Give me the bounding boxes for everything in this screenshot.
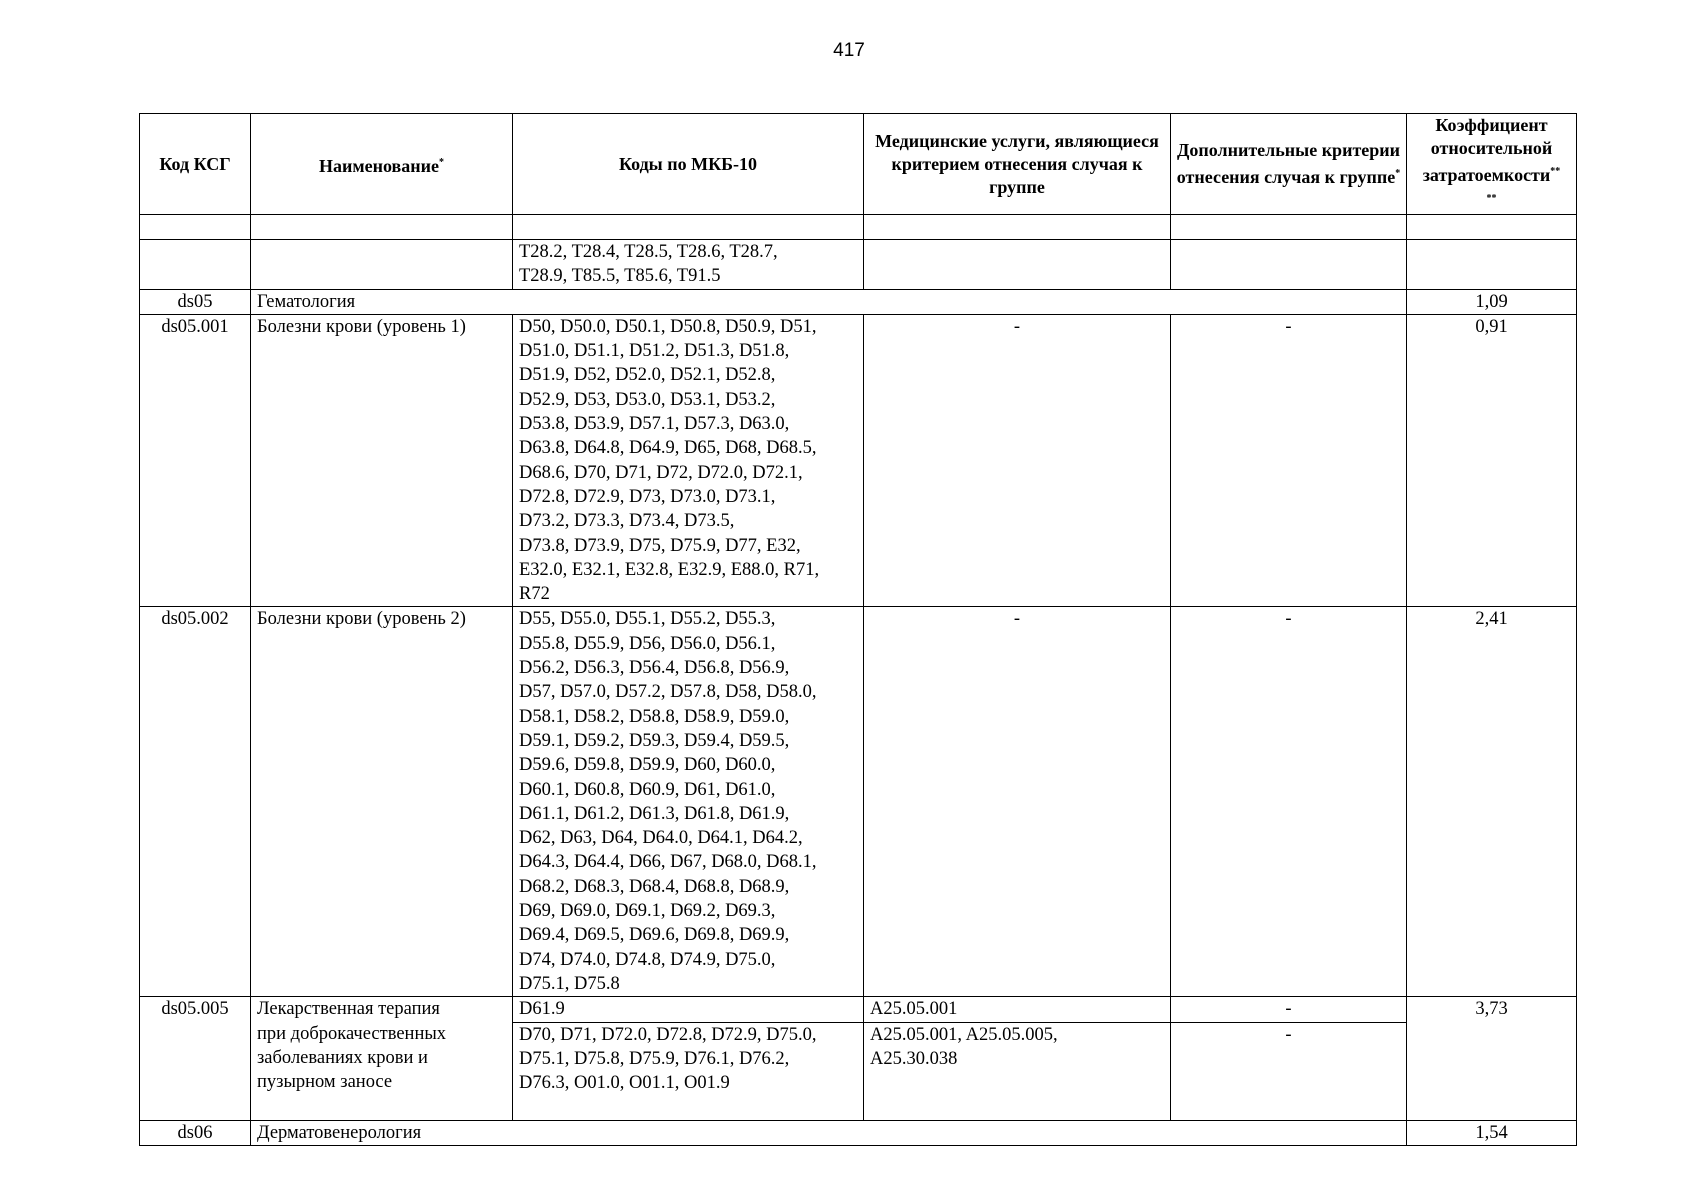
table-row [140,997,1577,1022]
header-code: Код КСГ [140,114,251,215]
services-value: A25.05.001 [864,997,1171,1022]
header-criteria: Дополнительные критерии отнесения случая к группе* [1171,114,1407,215]
table-row [140,240,1577,290]
footnote-mark: ** [1486,193,1497,204]
services-value: - [864,607,1171,997]
section-row [140,1120,1577,1145]
services-value: - [864,314,1171,607]
coef-value: 1,09 [1407,289,1577,314]
icd-codes: D50, D50.0, D50.1, D50.8, D50.9, D51, D51.0, D51.1, D51.2, D51.3, D51.8, D51.9, D52, D52.0, D52.1, D52.8, D52.9, D53, D53.0, D53.1, D53.2, D53.8, D53.9, D57.1, D57.3, D63.0, D63.8, D64.8, D64.9, D65, D68, D68.5, D68.6, D70, D71, D72, D72.0, D72.1, D72.8, D72.9, D73, D73.0, D73.1, D73.2, D73.3, D73.4, D73.5, D73.8, D73.9, D75, D75.9, D77, E32, E32.0, E32.1, E32.8, E32.9, E88.0, R71, R72 [513,314,864,607]
header-name: Наименование* [251,114,513,215]
criteria-value: - [1171,314,1407,607]
page-number: 417 [833,40,865,61]
coef-value: 1,54 [1407,1120,1577,1145]
table-row [140,607,1577,997]
section-row [140,289,1577,314]
table-row [140,314,1577,607]
ksg-name: Лекарственная терапия при доброкачественных заболеваниях крови и пузырном заносе [251,997,513,1120]
ksg-name: Дерматовенерология [251,1120,1407,1145]
icd-codes: D61.9 [513,997,864,1022]
ksg-name: Болезни крови (уровень 1) [251,314,513,607]
icd-codes: D70, D71, D72.0, D72.8, D72.9, D75.0, D75.1, D75.8, D75.9, D76.1, D76.2, D76.3, O01.0, O01.1, O01.9 [513,1022,864,1120]
ksg-code: ds05 [140,289,251,314]
coef-value: 3,73 [1407,997,1577,1120]
coef-value: 0,91 [1407,314,1577,607]
criteria-value: - [1171,997,1407,1022]
ksg-name: Болезни крови (уровень 2) [251,607,513,997]
ksg-code: ds06 [140,1120,251,1145]
services-value: A25.05.001, A25.05.005, A25.30.038 [864,1022,1171,1120]
criteria-value: - [1171,607,1407,997]
footnote-mark: * [439,156,444,168]
header-services: Медицинские услуги, являющиеся критерием отнесения случая к группе [864,114,1171,215]
header-row [140,114,1577,215]
ksg-name: Гематология [251,289,1407,314]
criteria-value: - [1171,1022,1407,1120]
header-icd: Коды по МКБ-10 [513,114,864,215]
coef-value: 2,41 [1407,607,1577,997]
header-coef: Коэффициент относительной затратоемкости** ** [1407,114,1577,215]
ksg-code: ds05.001 [140,314,251,607]
ksg-table [139,113,1577,1146]
spacer-row [140,215,1577,240]
footnote-mark: * [1395,168,1401,179]
ksg-code: ds05.005 [140,997,251,1120]
icd-codes: T28.2, T28.4, T28.5, T28.6, T28.7, T28.9, T85.5, T85.6, T91.5 [513,240,864,290]
footnote-mark: ** [1550,166,1561,177]
icd-codes: D55, D55.0, D55.1, D55.2, D55.3, D55.8, D55.9, D56, D56.0, D56.1, D56.2, D56.3, D56.4, D56.8, D56.9, D57, D57.0, D57.2, D57.8, D58, D58.0, D58.1, D58.2, D58.8, D58.9, D59.0, D59.1, D59.2, D59.3, D59.4, D59.5, D59.6, D59.8, D59.9, D60, D60.0, D60.1, D60.8, D60.9, D61, D61.0, D61.1, D61.2, D61.3, D61.8, D61.9, D62, D63, D64, D64.0, D64.1, D64.2, D64.3, D64.4, D66, D67, D68.0, D68.1, D68.2, D68.3, D68.4, D68.8, D68.9, D69, D69.0, D69.1, D69.2, D69.3, D69.4, D69.5, D69.6, D69.8, D69.9, D74, D74.0, D74.8, D74.9, D75.0, D75.1, D75.8 [513,607,864,997]
ksg-code: ds05.002 [140,607,251,997]
